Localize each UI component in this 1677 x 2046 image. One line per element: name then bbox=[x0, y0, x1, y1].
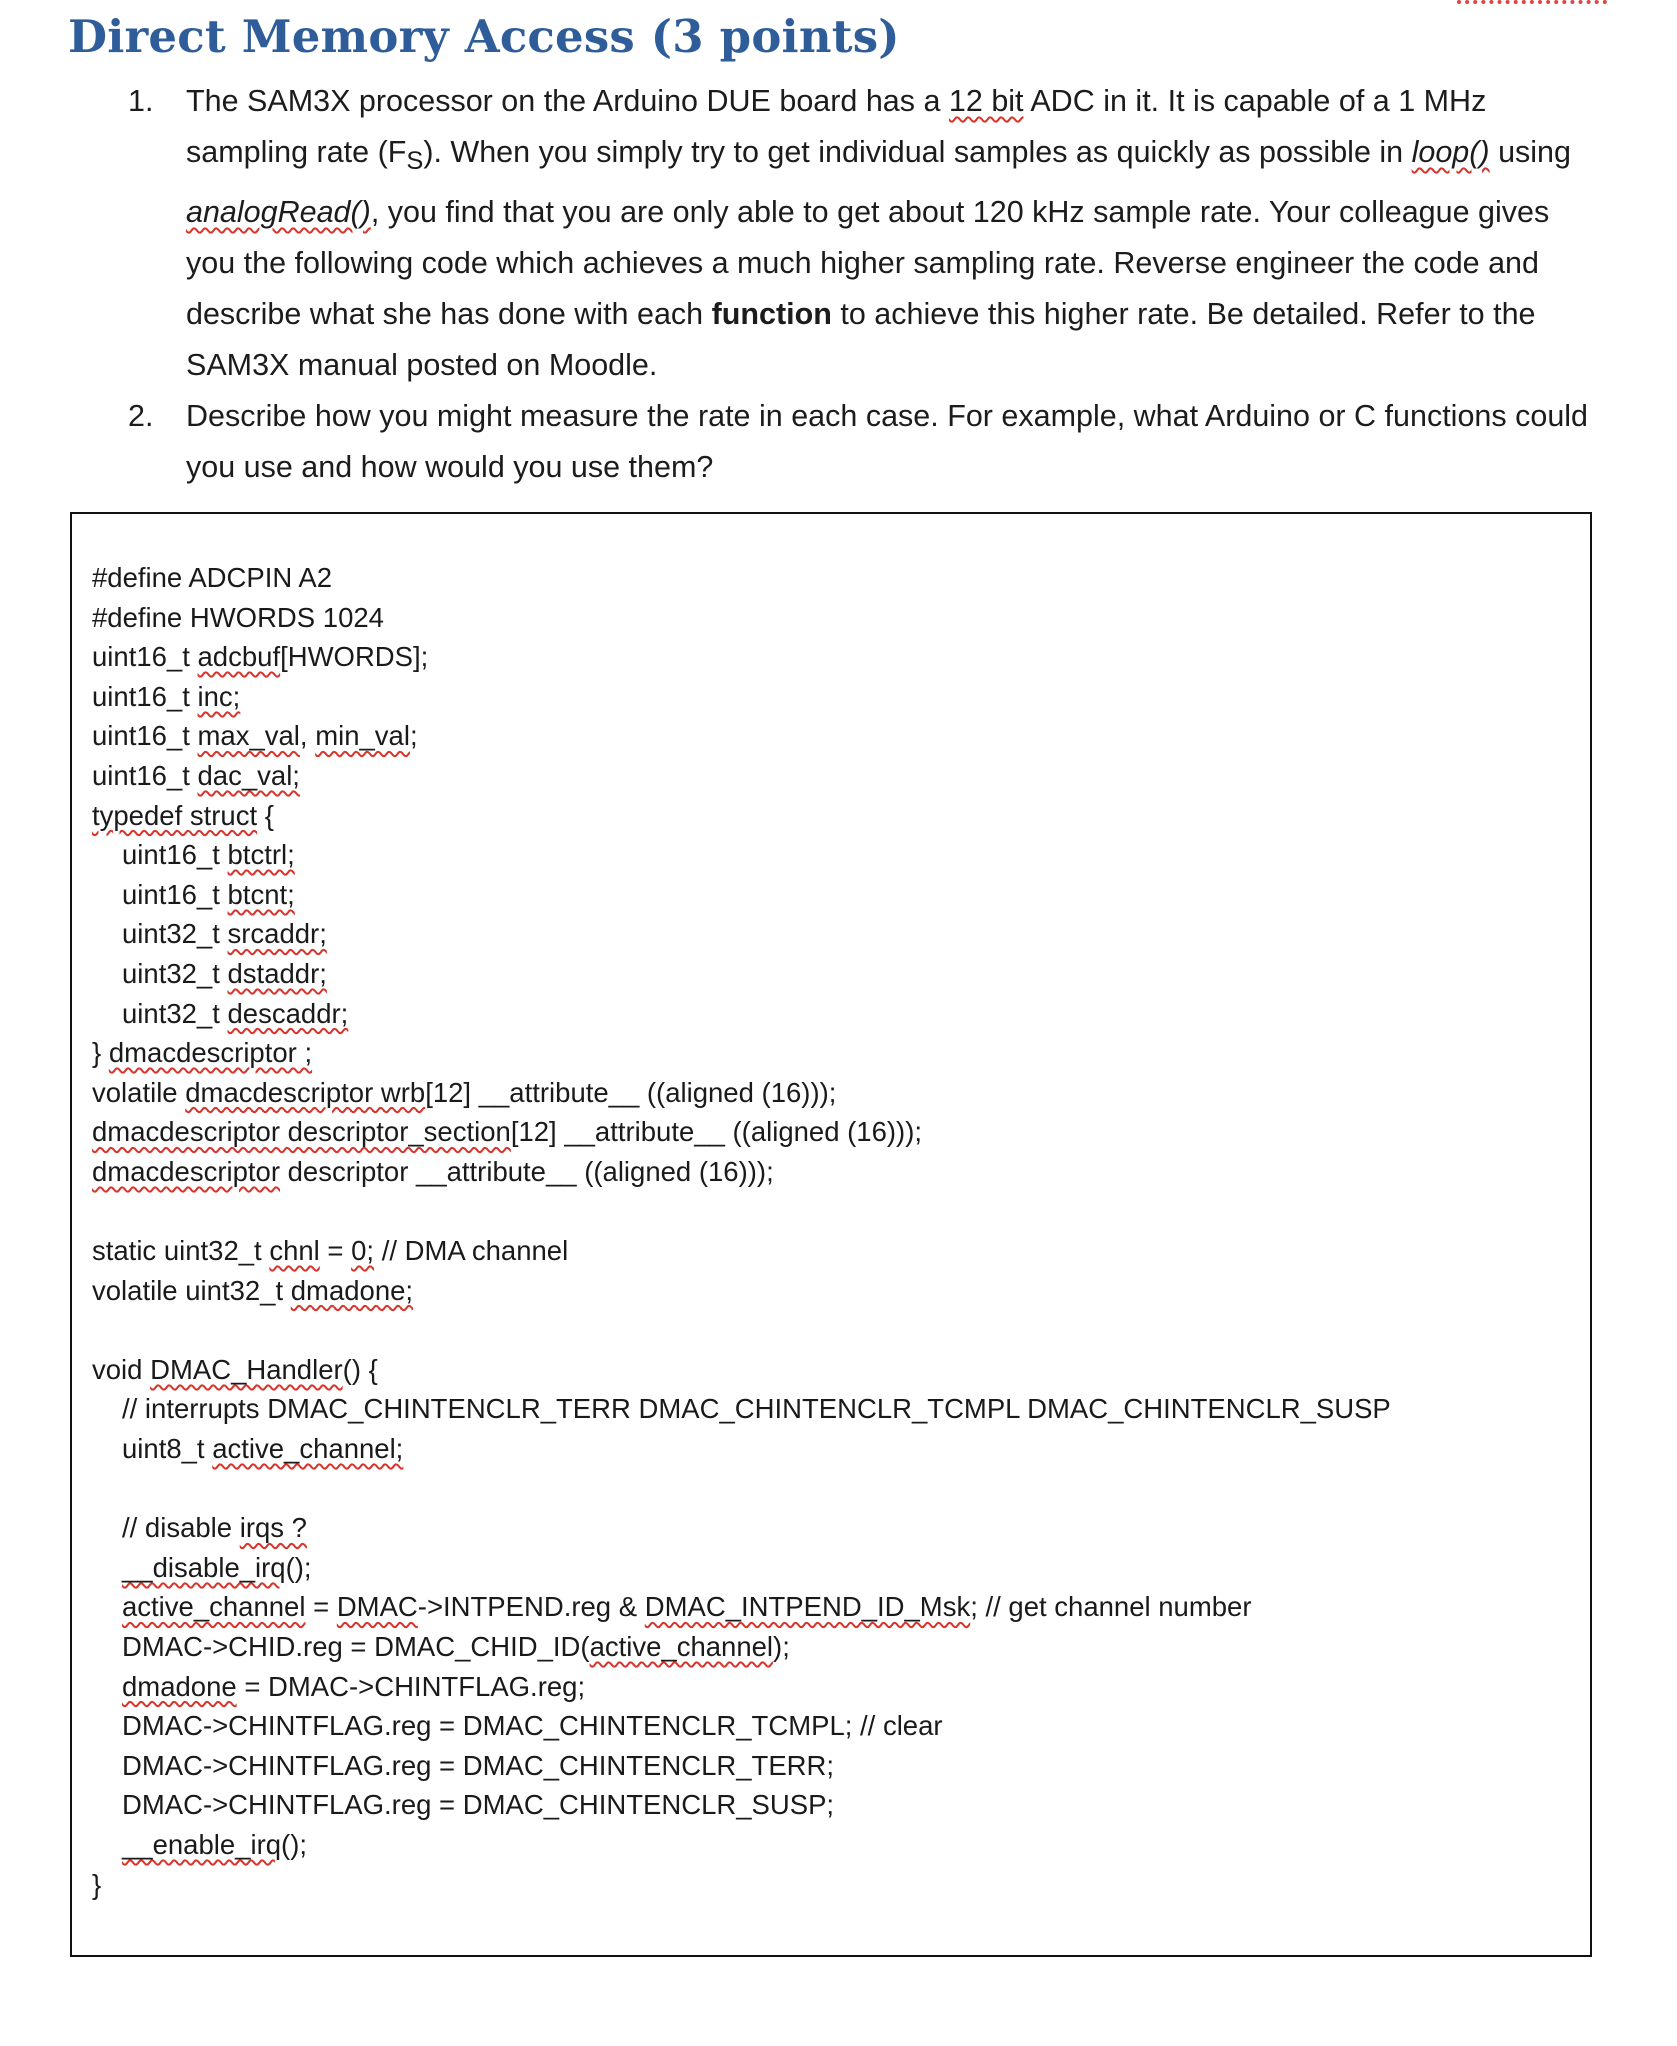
text-run: uint32_t bbox=[122, 957, 228, 989]
code-line bbox=[92, 1627, 1391, 1667]
question-list bbox=[120, 76, 1590, 493]
text-run: btcnt; bbox=[227, 878, 295, 910]
code-line bbox=[92, 1825, 1391, 1865]
question-number: 2. bbox=[128, 399, 154, 434]
text-run: dmacdescriptor ; bbox=[108, 1037, 313, 1069]
text-run: DMAC->CHID.reg = DMAC_CHID_ID( bbox=[122, 1631, 590, 1663]
text-run: dmacdescriptor descriptor_section bbox=[92, 1116, 511, 1148]
text-run: ADC in it. It is capable of a 1 MHz sampling rate (F bbox=[186, 84, 1487, 169]
text-run: to achieve this higher rate. Be detailed. Refer to the SAM3X manual posted on Moodle. bbox=[186, 297, 1536, 383]
text-run: dmadone; bbox=[290, 1274, 414, 1306]
text-run: DMAC->CHINTFLAG.reg = DMAC_CHINTENCLR_TCMPL; // clear bbox=[122, 1710, 943, 1742]
code-line bbox=[92, 1073, 1391, 1113]
text-run: function bbox=[711, 297, 832, 332]
text-run: ->INTPEND.reg & bbox=[417, 1591, 645, 1623]
text-run: Describe how you might measure the rate in each case. For example, what Arduino or C functions could you use and how would you use them? bbox=[186, 399, 1589, 485]
code-line bbox=[92, 1667, 1391, 1707]
text-run: chnl bbox=[269, 1235, 320, 1267]
code-line bbox=[92, 1231, 1391, 1271]
text-run: typedef struct bbox=[92, 799, 258, 831]
text-run: analogRead() bbox=[186, 195, 371, 230]
code-line bbox=[92, 994, 1391, 1034]
text-run: __enable_irq bbox=[122, 1829, 282, 1860]
text-run: volatile uint32_t bbox=[92, 1274, 291, 1306]
code-blank-line bbox=[92, 1469, 1391, 1509]
text-run: max_val bbox=[197, 720, 300, 752]
question-item bbox=[120, 76, 1590, 391]
text-run: // DMA channel bbox=[374, 1235, 569, 1267]
code-line bbox=[92, 1429, 1391, 1469]
question-item bbox=[120, 391, 1590, 493]
text-run: uint32_t bbox=[122, 997, 228, 1029]
code-line bbox=[92, 1271, 1391, 1311]
text-run: ). When you simply try to get individual samples as quickly as possible in bbox=[423, 135, 1412, 169]
code-line bbox=[92, 1706, 1391, 1746]
code-line bbox=[92, 1865, 1391, 1905]
text-run: dmadone bbox=[122, 1670, 237, 1702]
code-blank-line bbox=[92, 1192, 1391, 1232]
text-run: uint16_t bbox=[92, 720, 198, 752]
text-run: using bbox=[1489, 135, 1571, 169]
text-run: btctrl; bbox=[227, 839, 295, 871]
text-run: [HWORDS]; bbox=[280, 641, 429, 673]
text-run: void bbox=[92, 1353, 151, 1385]
text-run: dmacdescriptor wrb bbox=[185, 1076, 426, 1108]
text-run: adcbuf bbox=[197, 641, 281, 673]
text-run: = DMAC->CHINTFLAG.reg; bbox=[236, 1670, 586, 1702]
text-run: dac_val; bbox=[197, 759, 300, 791]
text-run: descriptor __attribute__ ((aligned (16))); bbox=[280, 1155, 774, 1187]
text-run: active_channel bbox=[589, 1631, 774, 1663]
code-listing bbox=[92, 558, 1391, 1904]
code-line bbox=[92, 637, 1391, 677]
text-run: uint16_t bbox=[92, 641, 198, 673]
text-run: (); bbox=[285, 1551, 312, 1583]
text-run: uint8_t bbox=[122, 1433, 213, 1465]
text-run: = bbox=[305, 1591, 337, 1623]
text-run: DMAC->CHINTFLAG.reg = DMAC_CHINTENCLR_SUSP; bbox=[122, 1789, 835, 1821]
text-run: } bbox=[92, 1868, 102, 1900]
code-line bbox=[92, 1152, 1391, 1192]
text-run: static uint32_t bbox=[92, 1235, 270, 1267]
text-run: inc; bbox=[197, 680, 241, 712]
text-run: 0; bbox=[351, 1235, 375, 1267]
text-run: loop() bbox=[1411, 135, 1490, 169]
text-run: [12] __attribute__ ((aligned (16))); bbox=[510, 1116, 923, 1148]
text-run: () { bbox=[342, 1353, 378, 1385]
code-line bbox=[92, 1746, 1391, 1786]
page-title: Direct Memory Access (3 points) bbox=[68, 10, 900, 63]
text-run: DMAC->CHINTFLAG.reg = DMAC_CHINTENCLR_TERR; bbox=[122, 1749, 835, 1781]
code-line bbox=[92, 835, 1391, 875]
text-run: __disable_irq bbox=[122, 1551, 286, 1583]
text-run: active_channel; bbox=[212, 1433, 404, 1465]
code-line bbox=[92, 598, 1391, 638]
code-line bbox=[92, 1785, 1391, 1825]
code-line bbox=[92, 1587, 1391, 1627]
text-run: , you find that you are only able to get about 120 kHz sample rate. Your colleague gives you the following code which achieves a much higher sampling rate. Reverse engineer the code and describe what she has done with each bbox=[186, 195, 1550, 332]
text-run: { bbox=[257, 799, 274, 831]
code-line bbox=[92, 914, 1391, 954]
text-run: = bbox=[319, 1235, 352, 1267]
code-line bbox=[92, 796, 1391, 836]
text-run: uint32_t bbox=[122, 918, 228, 950]
code-line bbox=[92, 1389, 1391, 1429]
text-run: #define HWORDS 1024 bbox=[92, 601, 384, 633]
text-run: srcaddr; bbox=[227, 918, 327, 950]
top-dotted-rule bbox=[1457, 0, 1607, 4]
text-run: dstaddr; bbox=[227, 957, 327, 989]
code-line bbox=[92, 716, 1391, 756]
text-run: ; // get channel number bbox=[970, 1591, 1252, 1623]
text-run: DMAC bbox=[336, 1591, 418, 1623]
text-run: active_channel bbox=[122, 1591, 306, 1623]
text-run: , bbox=[299, 720, 316, 752]
text-run: volatile bbox=[92, 1076, 186, 1108]
code-listing-box bbox=[70, 512, 1592, 1957]
text-run: uint16_t bbox=[122, 839, 228, 871]
code-line bbox=[92, 756, 1391, 796]
text-run: ; bbox=[409, 720, 418, 752]
text-run: descaddr; bbox=[227, 997, 349, 1029]
text-run: (); bbox=[281, 1829, 307, 1860]
text-run: uint16_t bbox=[92, 680, 198, 712]
code-line bbox=[92, 1033, 1391, 1073]
text-run: } bbox=[92, 1037, 109, 1069]
text-run: DMAC_Handler bbox=[150, 1353, 343, 1385]
text-run: DMAC_INTPEND_ID_Msk bbox=[644, 1591, 971, 1623]
text-run: 12 bit bbox=[948, 84, 1024, 118]
text-run: // disable bbox=[122, 1512, 240, 1544]
code-line bbox=[92, 1350, 1391, 1390]
code-line bbox=[92, 1112, 1391, 1152]
text-run: The SAM3X processor on the Arduino DUE board has a bbox=[186, 84, 949, 118]
text-run: min_val bbox=[315, 720, 410, 752]
code-blank-line bbox=[92, 1310, 1391, 1350]
question-number: 1. bbox=[128, 84, 154, 118]
code-line bbox=[92, 1508, 1391, 1548]
text-run: uint16_t bbox=[92, 759, 198, 791]
code-line bbox=[92, 677, 1391, 717]
text-run: [12] __attribute__ ((aligned (16))); bbox=[425, 1076, 837, 1108]
text-run: irqs ? bbox=[239, 1512, 307, 1544]
text-run: uint16_t bbox=[122, 878, 228, 910]
text-run: #define ADCPIN A2 bbox=[92, 562, 333, 593]
code-line bbox=[92, 954, 1391, 994]
text-run: dmacdescriptor bbox=[92, 1155, 280, 1187]
text-run: S bbox=[406, 147, 424, 176]
text-run: // interrupts DMAC_CHINTENCLR_TERR DMAC_CHINTENCLR_TCMPL DMAC_CHINTENCLR_SUSP bbox=[122, 1393, 1391, 1425]
code-line bbox=[92, 558, 1391, 598]
text-run: ); bbox=[773, 1631, 790, 1663]
code-line bbox=[92, 1548, 1391, 1588]
code-line bbox=[92, 875, 1391, 915]
